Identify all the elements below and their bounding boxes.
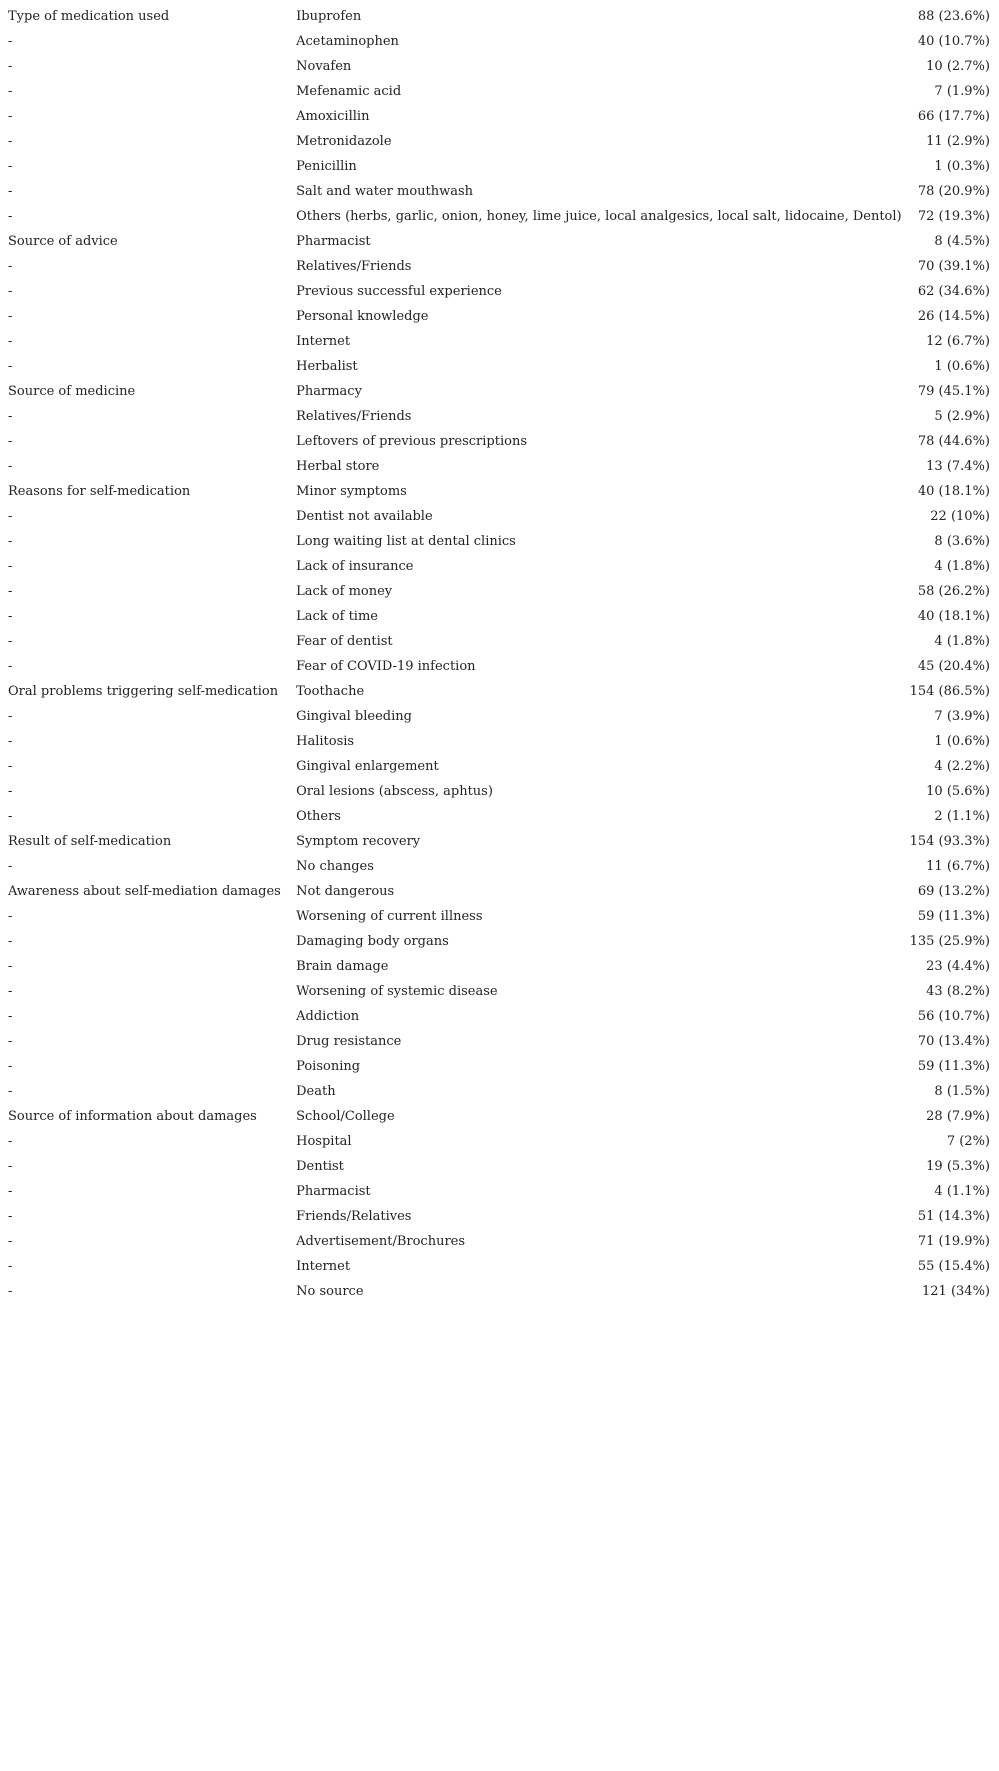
- table-row: [4, 1029, 994, 1054]
- item-cell: Death: [296, 1084, 336, 1099]
- category-cell: -: [8, 109, 13, 124]
- category-cell: -: [8, 1084, 13, 1099]
- count-cell: 59 (11.3%): [917, 909, 990, 924]
- table-row: [4, 329, 994, 354]
- count-cell: 43 (8.2%): [926, 984, 990, 999]
- table-row: [4, 1204, 994, 1229]
- table-row: [4, 454, 994, 479]
- category-cell: -: [8, 634, 13, 649]
- table-row: [4, 554, 994, 579]
- category-cell: -: [8, 334, 13, 349]
- category-cell: -: [8, 809, 13, 824]
- category-cell: -: [8, 284, 13, 299]
- table-row: [4, 929, 994, 954]
- category-cell: -: [8, 1259, 13, 1274]
- count-cell: 26 (14.5%): [917, 309, 990, 324]
- table-row: [4, 154, 994, 179]
- count-cell: 71 (19.9%): [917, 1234, 990, 1249]
- count-cell: 7 (2%): [946, 1134, 990, 1149]
- count-cell: 23 (4.4%): [926, 959, 990, 974]
- count-cell: 1 (0.3%): [934, 159, 990, 174]
- table-row: [4, 729, 994, 754]
- item-cell: Not dangerous: [296, 884, 395, 899]
- category-cell: -: [8, 959, 13, 974]
- table-row: [4, 429, 994, 454]
- category-cell: -: [8, 934, 13, 949]
- item-cell: Previous successful experience: [296, 284, 502, 299]
- category-cell: -: [8, 1209, 13, 1224]
- count-cell: 40 (10.7%): [917, 34, 990, 49]
- item-cell: School/College: [296, 1109, 395, 1124]
- table-row: [4, 1229, 994, 1254]
- count-cell: 4 (1.8%): [934, 634, 990, 649]
- item-cell: Herbalist: [296, 359, 358, 374]
- item-cell: Personal knowledge: [296, 309, 429, 324]
- table-row: [4, 504, 994, 529]
- count-cell: 1 (0.6%): [934, 734, 990, 749]
- table-row: [4, 1079, 994, 1104]
- item-cell: Dentist not available: [296, 509, 433, 524]
- table-row: [4, 1279, 994, 1304]
- item-cell: Pharmacist: [296, 234, 371, 249]
- count-cell: 40 (18.1%): [917, 484, 990, 499]
- category-cell: Source of advice: [8, 234, 118, 249]
- category-cell: -: [8, 559, 13, 574]
- table-row: [4, 479, 994, 504]
- count-cell: 66 (17.7%): [917, 109, 990, 124]
- count-cell: 4 (1.1%): [934, 1184, 990, 1199]
- item-cell: Penicillin: [296, 159, 357, 174]
- item-cell: No changes: [296, 859, 374, 874]
- count-cell: 8 (1.5%): [934, 1084, 990, 1099]
- count-cell: 78 (20.9%): [917, 184, 990, 199]
- count-cell: 10 (5.6%): [926, 784, 990, 799]
- category-cell: -: [8, 1134, 13, 1149]
- table-row: [4, 1004, 994, 1029]
- category-cell: -: [8, 734, 13, 749]
- item-cell: Lack of time: [296, 609, 378, 624]
- category-cell: -: [8, 534, 13, 549]
- item-cell: Hospital: [296, 1134, 352, 1149]
- count-cell: 121 (34%): [922, 1284, 990, 1299]
- table-row: [4, 79, 994, 104]
- count-cell: 19 (5.3%): [926, 1159, 990, 1174]
- item-cell: Relatives/Friends: [296, 259, 412, 274]
- item-cell: Worsening of systemic disease: [296, 984, 498, 999]
- category-cell: Oral problems triggering self-medication: [8, 684, 279, 699]
- count-cell: 13 (7.4%): [926, 459, 990, 474]
- table-body: [4, 4, 994, 1304]
- table-row: [4, 704, 994, 729]
- item-cell: Lack of money: [296, 584, 393, 599]
- item-cell: Novafen: [296, 59, 352, 74]
- table-row: [4, 629, 994, 654]
- category-cell: -: [8, 34, 13, 49]
- category-cell: -: [8, 584, 13, 599]
- category-cell: -: [8, 209, 13, 224]
- category-cell: -: [8, 359, 13, 374]
- table-row: [4, 654, 994, 679]
- category-cell: -: [8, 434, 13, 449]
- item-cell: Minor symptoms: [296, 484, 407, 499]
- category-cell: -: [8, 1234, 13, 1249]
- category-cell: -: [8, 609, 13, 624]
- item-cell: Internet: [296, 334, 351, 349]
- category-cell: -: [8, 459, 13, 474]
- category-cell: -: [8, 1034, 13, 1049]
- table-row: [4, 854, 994, 879]
- count-cell: 4 (1.8%): [934, 559, 990, 574]
- table-row: [4, 279, 994, 304]
- item-cell: Metronidazole: [296, 134, 392, 149]
- count-cell: 56 (10.7%): [917, 1009, 990, 1024]
- count-cell: 154 (86.5%): [909, 684, 990, 699]
- category-cell: -: [8, 1184, 13, 1199]
- item-cell: Salt and water mouthwash: [296, 184, 474, 199]
- count-cell: 59 (11.3%): [917, 1059, 990, 1074]
- table-row: [4, 304, 994, 329]
- item-cell: Pharmacist: [296, 1184, 371, 1199]
- item-cell: No source: [296, 1284, 364, 1299]
- count-cell: 45 (20.4%): [917, 659, 990, 674]
- count-cell: 22 (10%): [930, 509, 990, 524]
- item-cell: Halitosis: [296, 734, 355, 749]
- count-cell: 51 (14.3%): [917, 1209, 990, 1224]
- count-cell: 135 (25.9%): [909, 934, 990, 949]
- count-cell: 7 (3.9%): [934, 709, 990, 724]
- self-medication-table: [4, 4, 994, 1304]
- count-cell: 79 (45.1%): [917, 384, 990, 399]
- category-cell: -: [8, 1009, 13, 1024]
- item-cell: Oral lesions (abscess, aphtus): [296, 784, 493, 799]
- item-cell: Addiction: [296, 1009, 360, 1024]
- count-cell: 5 (2.9%): [934, 409, 990, 424]
- item-cell: Drug resistance: [296, 1034, 402, 1049]
- category-cell: Source of medicine: [8, 384, 136, 399]
- category-cell: -: [8, 134, 13, 149]
- count-cell: 12 (6.7%): [926, 334, 990, 349]
- table-row: [4, 779, 994, 804]
- item-cell: Worsening of current illness: [296, 909, 483, 924]
- category-cell: Type of medication used: [8, 9, 170, 24]
- category-cell: -: [8, 84, 13, 99]
- table-row: [4, 1129, 994, 1154]
- item-cell: Fear of dentist: [296, 634, 393, 649]
- table-row: [4, 1054, 994, 1079]
- item-cell: Mefenamic acid: [296, 84, 402, 99]
- item-cell: Acetaminophen: [296, 34, 399, 49]
- count-cell: 70 (39.1%): [917, 259, 990, 274]
- count-cell: 78 (44.6%): [917, 434, 990, 449]
- table-row: [4, 379, 994, 404]
- category-cell: -: [8, 159, 13, 174]
- table-row: [4, 879, 994, 904]
- table-row: [4, 29, 994, 54]
- category-cell: -: [8, 509, 13, 524]
- category-cell: -: [8, 709, 13, 724]
- count-cell: 88 (23.6%): [917, 9, 990, 24]
- item-cell: Leftovers of previous prescriptions: [296, 434, 528, 449]
- category-cell: -: [8, 909, 13, 924]
- category-cell: -: [8, 984, 13, 999]
- category-cell: -: [8, 859, 13, 874]
- table-row: [4, 229, 994, 254]
- count-cell: 8 (3.6%): [934, 534, 990, 549]
- category-cell: Result of self-medication: [8, 834, 172, 849]
- table-row: [4, 579, 994, 604]
- category-cell: -: [8, 1159, 13, 1174]
- item-cell: Others (herbs, garlic, onion, honey, lime juice, local analgesics, local salt, lidocaine, Dentol): [296, 209, 902, 224]
- item-cell: Toothache: [296, 684, 365, 699]
- category-cell: -: [8, 409, 13, 424]
- category-cell: -: [8, 184, 13, 199]
- table-row: [4, 4, 994, 29]
- item-cell: Advertisement/Brochures: [296, 1234, 466, 1249]
- count-cell: 28 (7.9%): [926, 1109, 990, 1124]
- item-cell: Internet: [296, 1259, 351, 1274]
- count-cell: 55 (15.4%): [917, 1259, 990, 1274]
- category-cell: -: [8, 659, 13, 674]
- count-cell: 154 (93.3%): [909, 834, 990, 849]
- count-cell: 10 (2.7%): [926, 59, 990, 74]
- table-row: [4, 1179, 994, 1204]
- item-cell: Friends/Relatives: [296, 1209, 412, 1224]
- count-cell: 1 (0.6%): [934, 359, 990, 374]
- count-cell: 69 (13.2%): [917, 884, 990, 899]
- table-row: [4, 754, 994, 779]
- item-cell: Lack of insurance: [296, 559, 414, 574]
- item-cell: Amoxicillin: [296, 109, 370, 124]
- category-cell: -: [8, 1059, 13, 1074]
- category-cell: -: [8, 309, 13, 324]
- count-cell: 62 (34.6%): [917, 284, 990, 299]
- table-row: [4, 179, 994, 204]
- table-row: [4, 354, 994, 379]
- count-cell: 11 (6.7%): [926, 859, 990, 874]
- item-cell: Gingival enlargement: [296, 759, 439, 774]
- item-cell: Dentist: [296, 1159, 344, 1174]
- item-cell: Herbal store: [296, 459, 380, 474]
- table-row: [4, 904, 994, 929]
- item-cell: Poisoning: [296, 1059, 361, 1074]
- count-cell: 72 (19.3%): [917, 209, 990, 224]
- item-cell: Others: [296, 809, 341, 824]
- table-row: [4, 129, 994, 154]
- item-cell: Fear of COVID-19 infection: [296, 659, 476, 674]
- table-row: [4, 529, 994, 554]
- category-cell: Source of information about damages: [8, 1109, 257, 1124]
- count-cell: 70 (13.4%): [917, 1034, 990, 1049]
- table-row: [4, 829, 994, 854]
- table-row: [4, 104, 994, 129]
- table-row: [4, 979, 994, 1004]
- item-cell: Brain damage: [296, 959, 389, 974]
- table-row: [4, 54, 994, 79]
- category-cell: -: [8, 59, 13, 74]
- count-cell: 8 (4.5%): [934, 234, 990, 249]
- table-row: [4, 1254, 994, 1279]
- table-row: [4, 1154, 994, 1179]
- table-row: [4, 254, 994, 279]
- item-cell: Gingival bleeding: [296, 709, 412, 724]
- table-row: [4, 804, 994, 829]
- item-cell: Damaging body organs: [296, 934, 449, 949]
- category-cell: -: [8, 1284, 13, 1299]
- count-cell: 4 (2.2%): [934, 759, 990, 774]
- category-cell: Awareness about self-mediation damages: [8, 884, 281, 899]
- category-cell: Reasons for self-medication: [8, 484, 191, 499]
- count-cell: 58 (26.2%): [917, 584, 990, 599]
- table-row: [4, 604, 994, 629]
- table-row: [4, 954, 994, 979]
- table-row: [4, 204, 994, 229]
- item-cell: Relatives/Friends: [296, 409, 412, 424]
- item-cell: Pharmacy: [296, 384, 362, 399]
- item-cell: Symptom recovery: [296, 834, 421, 849]
- item-cell: Long waiting list at dental clinics: [296, 534, 516, 549]
- table-row: [4, 1104, 994, 1129]
- category-cell: -: [8, 259, 13, 274]
- category-cell: -: [8, 784, 13, 799]
- count-cell: 2 (1.1%): [934, 809, 990, 824]
- item-cell: Ibuprofen: [296, 9, 362, 24]
- table-row: [4, 679, 994, 704]
- count-cell: 11 (2.9%): [926, 134, 990, 149]
- category-cell: -: [8, 759, 13, 774]
- table-row: [4, 404, 994, 429]
- count-cell: 7 (1.9%): [934, 84, 990, 99]
- count-cell: 40 (18.1%): [917, 609, 990, 624]
